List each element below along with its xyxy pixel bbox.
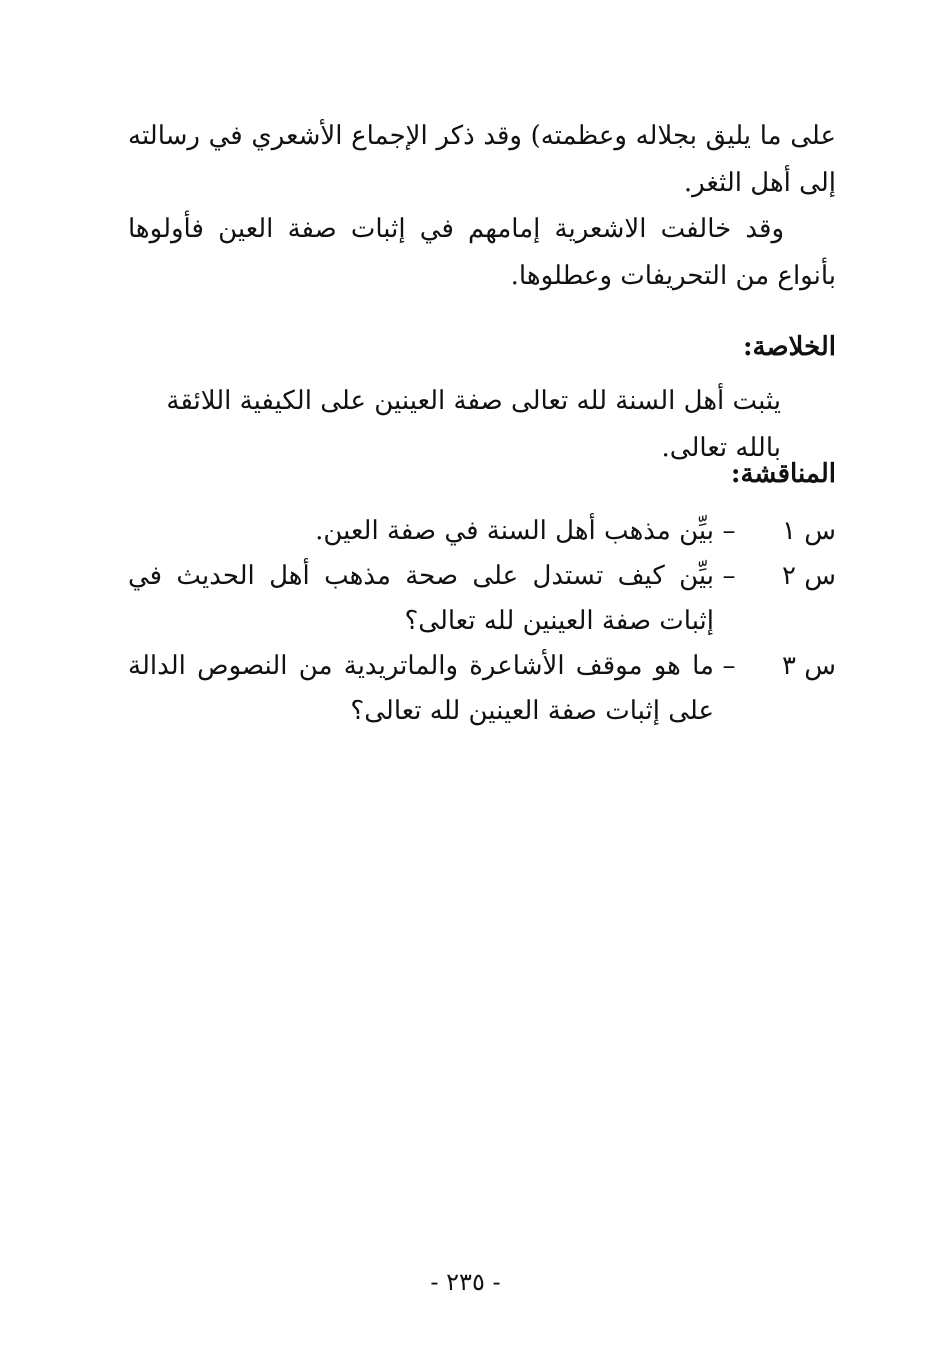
discussion-question-2	[128, 554, 836, 644]
paragraph-consensus: على ما يليق بجلاله وعظمته) وقد ذكر الإجماع الأشعري في رسالته إلى أهل الثغر.	[128, 121, 836, 198]
question-text: ما هو موقف الأشاعرة والماتريدية من النصوص الدالة على إثبات صفة العينين لله تعالى؟	[128, 651, 714, 726]
question-label: س ٢	[782, 561, 836, 591]
question-text: بيِّن مذهب أهل السنة في صفة العين.	[315, 516, 714, 546]
summary-text: يثبت أهل السنة لله تعالى صفة العينين على الكيفية اللائقة بالله تعالى.	[166, 386, 781, 463]
page-number: - ٢٣٥ -	[430, 1268, 501, 1296]
discussion-question-list	[128, 509, 836, 734]
summary-heading: الخلاصة:	[742, 332, 836, 362]
question-label: س ٣	[782, 651, 836, 681]
discussion-heading: المناقشة:	[730, 459, 836, 489]
discussion-question-1	[128, 509, 836, 554]
question-dash: –	[722, 561, 736, 591]
question-text: بيِّن كيف تستدل على صحة مذهب أهل الحديث في إثبات صفة العينين لله تعالى؟	[128, 561, 714, 636]
question-dash: –	[722, 651, 736, 681]
question-dash: –	[722, 516, 736, 546]
question-label: س ١	[782, 516, 836, 546]
discussion-question-3	[128, 644, 836, 734]
paragraph-ashariyya-divergence: وقد خالفت الاشعرية إمامهم في إثبات صفة العين فأولوها بأنواع من التحريفات وعطلوها.	[128, 214, 836, 291]
